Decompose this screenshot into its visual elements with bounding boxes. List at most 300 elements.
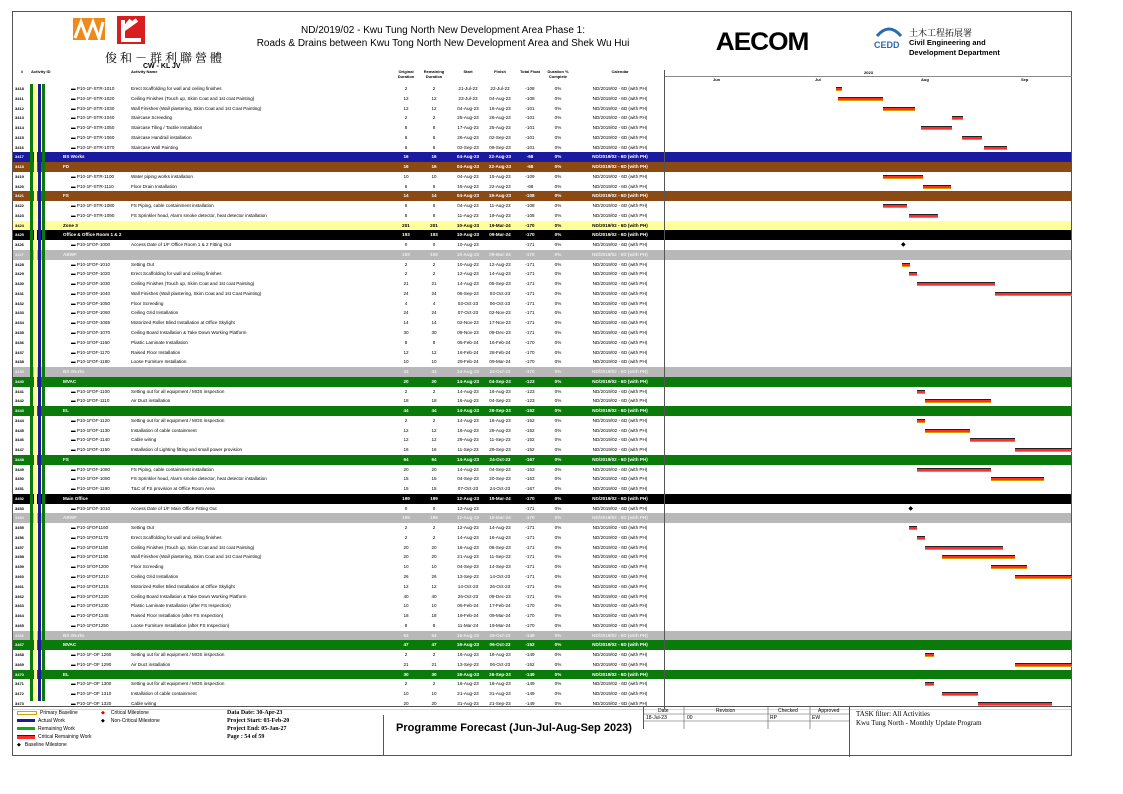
gantt-cell [664, 104, 1072, 114]
gantt-bar[interactable] [995, 292, 1072, 296]
remaining-duration: 18 [431, 398, 437, 404]
col-pct-complete[interactable]: Duration % Complete [547, 69, 569, 79]
wbs-group-row[interactable] [13, 631, 1071, 641]
finish-date: 22-Aug-23 [489, 183, 511, 189]
gantt-cell [664, 191, 1072, 201]
percent-complete: 0% [554, 574, 562, 579]
gantt-cell [664, 84, 1072, 94]
total-float: -123 [525, 398, 535, 404]
activity-id: ▬ P10-1FOF1220 [71, 593, 109, 599]
total-float: -171 [525, 271, 535, 277]
col-rem-dur[interactable]: Remaining Duration [423, 69, 445, 79]
original-duration: 10 [403, 173, 409, 179]
remaining-duration: 10 [431, 691, 437, 697]
finish-date: 29-Aug-23 [489, 427, 511, 433]
remaining-duration: 16 [431, 154, 437, 160]
original-duration: 201 [402, 222, 410, 228]
gantt-bar[interactable] [883, 175, 924, 179]
percent-complete: 0% [554, 603, 562, 609]
row-number: 3415 [15, 134, 24, 140]
start-date: 05-Sep-23 [457, 290, 479, 296]
start-date: 26-Aug-23 [457, 134, 479, 140]
finish-date: 06-Oct-23 [489, 300, 511, 306]
col-finish[interactable]: Finish [494, 69, 506, 74]
gantt-cell [664, 299, 1072, 309]
remaining-duration: 10 [431, 564, 437, 570]
percent-complete: 0% [554, 486, 562, 492]
remaining-duration: 193 [430, 232, 438, 238]
gantt-bar[interactable] [921, 126, 952, 130]
activity-id: ▬ P10-1FOF1215 [71, 583, 109, 589]
calendar: ND/2019/02 - 6D (with PH) [592, 95, 648, 101]
finish-date: 19-Aug-23 [489, 212, 511, 218]
total-float: -171 [525, 290, 535, 296]
gantt-bar[interactable] [991, 477, 1044, 481]
finish-date: 26-Aug-23 [489, 115, 511, 121]
legend-baseline-milestone: ◆ Baseline Milestone [17, 742, 67, 748]
activity-name: Wall Finishes (Wall plastering, Skim Coat and 1st Coat Painting) [131, 554, 262, 560]
gantt-bar[interactable] [1015, 448, 1072, 452]
update-program: Kwu Tung North - Monthly Update Program [856, 719, 982, 727]
original-duration: 0 [404, 242, 408, 248]
finish-date: 03-Oct-23 [489, 290, 511, 296]
gantt-bar[interactable] [970, 438, 1015, 442]
activity-id: ▬ P10-1FOF-1000 [71, 242, 111, 248]
activity-id: ▬ P10-1FOF-1050 [71, 300, 111, 306]
gantt-cell [664, 611, 1072, 621]
total-float: -152 [525, 447, 535, 453]
row-number: 3450 [15, 476, 24, 482]
calendar: ND/2019/02 - 6D (with PH) [592, 671, 648, 677]
finish-date: 14-Aug-23 [489, 271, 511, 277]
start-date: 16-Feb-24 [457, 349, 479, 355]
activity-name: Setting out for all equipment / MOS inspection [131, 652, 225, 658]
remaining-duration: 12 [431, 437, 437, 443]
calendar: ND/2019/02 - 6D (with PH) [592, 183, 648, 189]
total-float: -108 [525, 203, 535, 209]
activity-name: Wall Finishes (Wall plastering, Skim Coat and 1st Coat Painting) [131, 290, 262, 296]
start-date: 25-Aug-23 [457, 115, 479, 121]
original-duration: 193 [402, 232, 410, 238]
original-duration: 18 [403, 613, 409, 619]
start-date: 12-Aug-23 [457, 525, 479, 531]
remaining-duration: 8 [432, 622, 436, 628]
col-num[interactable]: # [20, 69, 24, 74]
row-number: 3412 [15, 105, 24, 111]
col-total-float[interactable]: Total Float [520, 69, 540, 74]
original-duration: 12 [403, 95, 409, 101]
gantt-bar[interactable] [984, 146, 1006, 150]
gantt-cell [664, 318, 1072, 328]
gantt-cell [664, 211, 1072, 221]
activity-id: ▬ P10-1FOF1230 [71, 603, 109, 609]
percent-complete: 0% [554, 427, 562, 433]
row-number: 3425 [15, 232, 24, 238]
activity-id: ▬ P10-1FOF-1060 [71, 310, 111, 316]
total-float: -152 [525, 437, 535, 443]
original-duration: 26 [403, 574, 409, 579]
calendar: ND/2019/02 - 6D (with PH) [592, 564, 648, 570]
finish-date: 16-Feb-24 [489, 339, 511, 345]
milestone-icon[interactable]: ◆ [901, 242, 906, 249]
start-date: 04-Aug-23 [457, 173, 479, 179]
total-float: -170 [525, 622, 535, 628]
wbs-group-row[interactable] [13, 191, 1071, 201]
activity-id: ▬ P10-1FOF-1160 [71, 339, 110, 345]
finish-date: 09-Dec-23 [489, 593, 511, 599]
activity-id: ▬ P10-1FOF-1010 [71, 505, 111, 511]
gantt-cell [664, 592, 1072, 602]
finish-date: 21-Sep-23 [489, 700, 511, 706]
percent-complete: 0% [554, 349, 562, 355]
legend-remaining-work [17, 726, 75, 732]
col-activity-name[interactable]: Activity Name [131, 69, 158, 74]
wbs-group-row[interactable] [13, 406, 1071, 416]
calendar: ND/2019/02 - 6D (with PH) [592, 164, 648, 170]
activity-id: ▬ P10-1FOF-1100 [71, 388, 110, 394]
percent-complete: 0% [554, 339, 562, 345]
gantt-bar[interactable] [917, 390, 925, 394]
total-float: -152 [525, 427, 535, 433]
calendar: ND/2019/02 - 6D (with PH) [592, 486, 648, 492]
activity-id: ▬ P10-1F-STR-1080 [71, 203, 115, 209]
start-date: 14-Aug-23 [456, 378, 480, 384]
activity-id: EL [63, 408, 69, 414]
gantt-bar[interactable] [991, 565, 1028, 569]
activity-id: ▬ P10-1FOF1180 [71, 544, 109, 550]
row-number: 3413 [15, 115, 24, 121]
col-orig-dur[interactable]: Original Duration [397, 69, 415, 79]
gantt-cell [664, 113, 1072, 123]
remaining-duration: 20 [431, 554, 437, 560]
original-duration: 12 [403, 427, 409, 433]
finish-date: 18-Aug-23 [489, 652, 511, 658]
remaining-duration: 20 [431, 544, 437, 550]
wbs-group-row[interactable] [13, 250, 1071, 260]
start-date: 16-Aug-23 [457, 544, 479, 550]
activity-name: Setting out for all equipment / MOS inspection [131, 681, 225, 687]
activity-id: ▬ P10-1FOF1160 [71, 525, 109, 531]
total-float: -149 [525, 700, 535, 706]
gantt-cell [664, 465, 1072, 475]
remaining-duration: 0 [432, 505, 436, 511]
finish-date: 06-Oct-23 [489, 642, 511, 648]
calendar: ND/2019/02 - 6D (with PH) [592, 310, 648, 316]
remaining-duration: 199 [430, 495, 438, 501]
activity-name: Raised Floor Installation (after FS Inspection) [131, 613, 224, 619]
gantt-bar[interactable] [962, 136, 982, 140]
row-number: 3459 [15, 564, 24, 570]
gantt-bar[interactable] [909, 214, 937, 218]
wbs-group-row[interactable] [13, 494, 1071, 504]
activity-id: MVAC [63, 642, 77, 648]
original-duration: 30 [403, 671, 409, 677]
calendar: ND/2019/02 - 6D (with PH) [592, 652, 648, 658]
start-date: 05-Feb-24 [457, 339, 479, 345]
total-float: -171 [525, 310, 535, 316]
activity-name: Ceiling Grid Installation [131, 310, 179, 316]
start-date: 26-Oct-23 [457, 593, 479, 599]
activity-id: BS Works [63, 632, 85, 638]
original-duration: 16 [403, 447, 409, 453]
total-float: -101 [525, 115, 535, 121]
gantt-cell [664, 513, 1072, 523]
gantt-cell [664, 552, 1072, 562]
row-number: 3466 [15, 632, 24, 638]
wbs-group-row[interactable] [13, 513, 1071, 523]
percent-complete: 0% [554, 671, 562, 677]
total-float: -170 [525, 232, 535, 238]
wbs-group-row[interactable] [13, 670, 1071, 680]
activity-name: Staircase Screeding [131, 115, 173, 121]
gantt-bar[interactable] [917, 468, 990, 472]
legend-noncritical-milestone: ◆ Non-Critical Milestone [101, 718, 160, 724]
remaining-duration: 2 [432, 86, 436, 91]
percent-complete: 0% [554, 593, 562, 599]
remaining-duration: 14 [431, 193, 437, 199]
remaining-duration: 12 [431, 105, 437, 111]
calendar: ND/2019/02 - 6D (with PH) [592, 134, 648, 140]
gantt-bar[interactable] [838, 97, 883, 101]
gantt-bar[interactable] [909, 272, 917, 276]
gantt-bar[interactable] [902, 263, 910, 267]
gantt-bar[interactable] [917, 282, 994, 286]
percent-complete: 0% [554, 583, 562, 589]
activity-id: ▬ P10-1FOF-1140 [71, 437, 110, 443]
original-duration: 6 [404, 144, 408, 150]
row-number: 3442 [15, 398, 24, 404]
percent-complete: 0% [554, 564, 562, 570]
gantt-cell [664, 572, 1072, 582]
activity-name: Wall Finishes (Wall plastering, Skim Coat and 1st Coat Painting) [131, 105, 262, 111]
wbs-group-row[interactable] [13, 162, 1071, 172]
milestone-icon[interactable]: ◆ [908, 505, 913, 512]
row-number: 3464 [15, 613, 24, 619]
percent-complete: 0% [554, 300, 562, 306]
gantt-bar[interactable] [925, 682, 933, 686]
remaining-duration: 0 [432, 242, 436, 248]
percent-complete: 0% [554, 437, 562, 443]
activity-name: Plastic Laminate Installation [131, 339, 188, 345]
remaining-duration: 18 [431, 613, 437, 619]
row-number: 3440 [15, 378, 24, 384]
gantt-cell [664, 94, 1072, 104]
cedd-logo [873, 24, 1063, 64]
finish-date: 26-Oct-23 [489, 632, 511, 638]
gantt-cell [664, 426, 1072, 436]
gantt-bar[interactable] [1015, 575, 1072, 579]
gantt-cell [664, 689, 1072, 699]
gantt-bar[interactable] [925, 653, 933, 657]
start-date: 16-Aug-23 [457, 681, 479, 687]
gantt-bar[interactable] [942, 692, 979, 696]
start-date: 13-Sep-23 [457, 661, 479, 667]
gantt-bar[interactable] [923, 185, 951, 189]
col-start[interactable]: Start [463, 69, 473, 74]
calendar: ND/2019/02 - 6D (with PH) [592, 583, 648, 589]
gantt-bar[interactable] [883, 107, 916, 111]
activity-id: EL [63, 671, 69, 677]
remaining-duration: 10 [431, 603, 437, 609]
start-date: 10-Aug-23 [456, 232, 480, 238]
percent-complete: 0% [554, 359, 562, 365]
gantt-bar[interactable] [836, 87, 842, 91]
start-date: 12-Aug-23 [457, 271, 479, 277]
row-number: 3453 [15, 505, 24, 511]
row-number: 3458 [15, 554, 24, 560]
gantt-bar[interactable] [925, 429, 970, 433]
col-calendar[interactable]: Calendar [611, 69, 629, 74]
wbs-group-row[interactable] [13, 152, 1071, 162]
gantt-cell [664, 562, 1072, 572]
wbs-group-row[interactable] [13, 230, 1071, 240]
original-duration: 21 [403, 281, 409, 287]
timeline-header [664, 70, 1072, 84]
calendar: ND/2019/02 - 6D (with PH) [592, 476, 648, 482]
activity-name: Setting out for all equipment / MOS inspection [131, 417, 225, 423]
gantt-cell [664, 543, 1072, 553]
total-float: -152 [525, 417, 535, 423]
svg-text:CEDD: CEDD [874, 40, 900, 50]
calendar: ND/2019/02 - 6D (with PH) [592, 505, 648, 511]
activity-id: ▬ P10-1F-STR-1090 [71, 212, 115, 218]
start-date: 11-Mar-24 [457, 622, 479, 628]
wbs-group-row[interactable] [13, 377, 1071, 387]
calendar: ND/2019/02 - 6D (with PH) [592, 456, 648, 462]
percent-complete: 0% [554, 330, 562, 335]
activity-name: Access Date of 1/F Main Office Fitting Out [131, 505, 217, 511]
row-number: 3446 [15, 437, 24, 443]
activity-name: Cable wiring [131, 700, 157, 706]
gantt-cell [664, 377, 1072, 387]
start-date: 29-Feb-24 [457, 359, 479, 365]
start-date: 19-Feb-24 [457, 613, 479, 619]
start-date: 10-Aug-23 [456, 251, 480, 257]
activity-name: Erect Scaffolding for wall and ceiling finishes [131, 271, 222, 277]
gantt-bar[interactable] [942, 555, 1015, 559]
activity-name: Motorized Roller Blind Installation at Office Skylight [131, 320, 235, 326]
row-number: 3467 [15, 642, 24, 648]
calendar: ND/2019/02 - 6D (with PH) [592, 554, 648, 560]
percent-complete: 0% [554, 622, 562, 628]
remaining-duration: 64 [431, 456, 437, 462]
original-duration: 12 [403, 583, 409, 589]
percent-complete: 0% [554, 642, 562, 648]
percent-complete: 0% [554, 691, 562, 697]
percent-complete: 0% [554, 261, 562, 267]
activity-id: Main Office [63, 495, 88, 501]
calendar: ND/2019/02 - 6D (with PH) [592, 173, 648, 179]
percent-complete: 0% [554, 554, 562, 560]
jv-english-name: CW - KL JV [143, 63, 181, 70]
original-duration: 44 [403, 369, 409, 375]
calendar: ND/2019/02 - 6D (with PH) [592, 515, 648, 521]
col-activity-id[interactable]: Activity ID [31, 69, 51, 74]
original-duration: 44 [403, 408, 409, 414]
activity-name: Erect Scaffolding for wall and ceiling finishes [131, 534, 222, 540]
gantt-bar[interactable] [909, 526, 917, 530]
calendar: ND/2019/02 - 6D (with PH) [592, 251, 648, 257]
gantt-cell [664, 621, 1072, 631]
cedd-emblem-icon [873, 24, 905, 54]
gantt-cell [664, 133, 1072, 143]
project-title [233, 24, 653, 50]
gantt-bar[interactable] [883, 204, 907, 208]
calendar: ND/2019/02 - 6D (with PH) [592, 300, 648, 306]
cedd-en-line1: Civil Engineering and [909, 38, 986, 47]
remaining-duration: 6 [432, 144, 436, 150]
gantt-cell [664, 523, 1072, 533]
gantt-bar[interactable] [925, 399, 990, 403]
rev-hdr-date: Date [658, 708, 669, 714]
activity-name: Staircase Wall Painting [131, 144, 179, 150]
page-number: Page : 54 of 59 [227, 734, 265, 740]
percent-complete: 0% [554, 115, 562, 121]
gantt-cell [664, 338, 1072, 348]
finish-date: 18-Aug-23 [489, 681, 511, 687]
total-float: -170 [525, 349, 535, 355]
remaining-duration: 199 [430, 515, 438, 521]
finish-date: 24-Oct-23 [489, 456, 511, 462]
wbs-group-row[interactable] [13, 455, 1071, 465]
row-number: 3428 [15, 261, 24, 267]
total-float: -153 [525, 476, 535, 482]
row-number: 3417 [15, 154, 24, 160]
month-jun: Jun [713, 77, 721, 82]
activity-id: ▬ P10-1F-STR-1050 [71, 125, 115, 131]
total-float: -167 [525, 486, 535, 492]
activity-id: ▬ P10-1F-OF 1320 [71, 700, 112, 706]
remaining-duration: 21 [431, 281, 437, 287]
gantt-bar[interactable] [917, 419, 925, 423]
wbs-group-row[interactable] [13, 221, 1071, 231]
original-duration: 47 [403, 642, 409, 648]
finish-date: 29-Sep-23 [489, 408, 511, 414]
finish-date: 31-Aug-23 [489, 691, 511, 697]
activity-name: Cable wiring [131, 437, 157, 443]
percent-complete: 0% [554, 661, 562, 667]
finish-date: 29-Sep-23 [489, 447, 511, 453]
total-float: -171 [525, 554, 535, 560]
row-number: 3443 [15, 408, 24, 414]
original-duration: 6 [404, 134, 408, 140]
wbs-group-row[interactable] [13, 640, 1071, 650]
gantt-bar[interactable] [925, 546, 1002, 550]
activity-name: Staircase Handrail installation [131, 134, 192, 140]
wbs-group-row[interactable] [13, 367, 1071, 377]
total-float: -171 [525, 544, 535, 550]
gantt-bar[interactable] [917, 536, 925, 540]
total-float: -152 [525, 408, 535, 414]
gantt-bar[interactable] [952, 116, 963, 120]
remaining-duration: 2 [432, 525, 436, 531]
row-number: 3435 [15, 330, 24, 335]
calendar: ND/2019/02 - 6D (with PH) [592, 232, 648, 238]
calendar: ND/2019/02 - 6D (with PH) [592, 212, 648, 218]
calendar: ND/2019/02 - 6D (with PH) [592, 261, 648, 267]
remaining-duration: 30 [431, 330, 437, 335]
activity-name: Ceiling Finishes (Touch up, Skim Coat and 1st coat Painting) [131, 95, 255, 101]
start-date: 03-Oct-23 [457, 300, 479, 306]
activity-id: ▬ P10-1FOF1210 [71, 574, 109, 579]
original-duration: 8 [404, 622, 408, 628]
start-date: 14-Aug-23 [457, 417, 479, 423]
original-duration: 20 [403, 378, 409, 384]
finish-date: 02-Nov-23 [489, 310, 511, 316]
gantt-bar[interactable] [1015, 663, 1072, 667]
column-header [13, 70, 1071, 85]
activity-name: Setting Out [131, 261, 154, 267]
